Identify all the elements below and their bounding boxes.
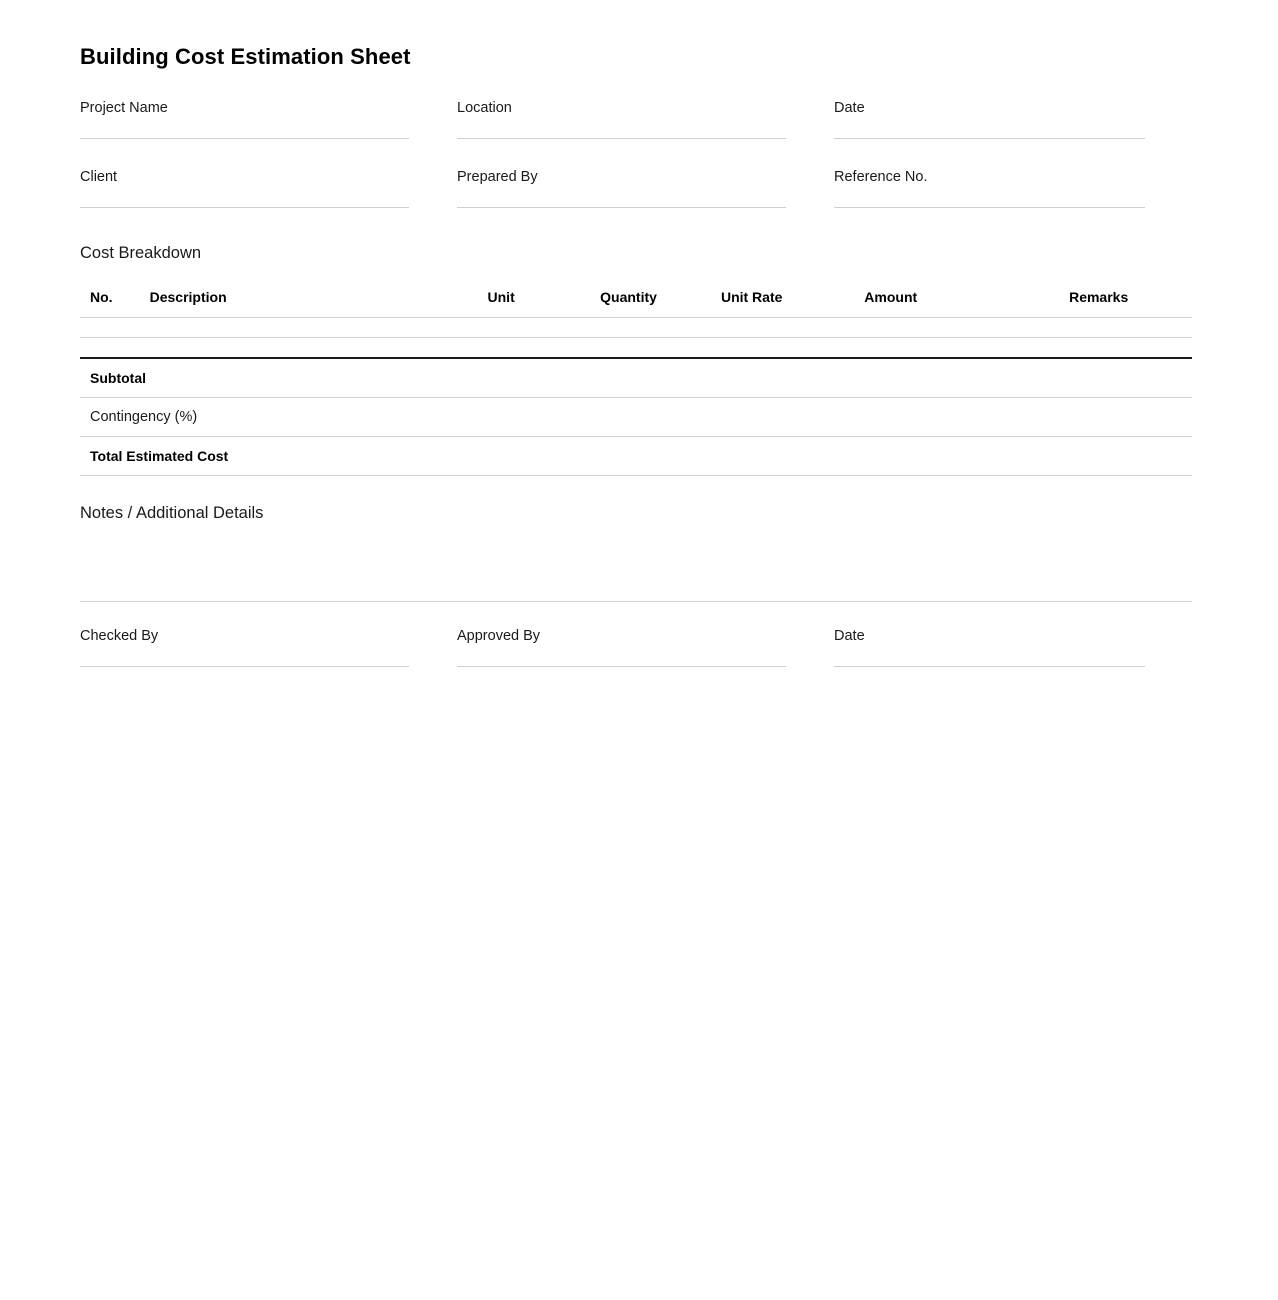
field-input-checked-by[interactable] bbox=[80, 666, 409, 667]
field-label-checked-by: Checked By bbox=[80, 628, 159, 644]
field-location bbox=[457, 98, 834, 167]
field-checked-by bbox=[80, 626, 457, 667]
page-title: Building Cost Estimation Sheet bbox=[80, 44, 411, 69]
signature-row bbox=[80, 626, 1192, 667]
notes-heading: Notes / Additional Details bbox=[80, 504, 264, 522]
field-signature-date bbox=[834, 626, 1193, 667]
cell-remarks[interactable] bbox=[1069, 318, 1192, 338]
field-project-name bbox=[80, 98, 457, 167]
totals-row-total-estimated-cost[interactable] bbox=[80, 437, 1192, 476]
cell-unit-rate[interactable] bbox=[721, 338, 864, 359]
cell-amount[interactable] bbox=[864, 338, 1069, 359]
column-header-quantity: Quantity bbox=[600, 289, 721, 318]
cell-no[interactable] bbox=[80, 318, 150, 338]
field-input-reference-no[interactable] bbox=[834, 207, 1145, 208]
totals-label-total-estimated-cost: Total Estimated Cost bbox=[80, 437, 420, 476]
totals-row-subtotal[interactable] bbox=[80, 359, 1192, 398]
table-row[interactable] bbox=[80, 318, 1192, 338]
cell-amount[interactable] bbox=[864, 318, 1069, 338]
field-label-signature-date: Date bbox=[834, 628, 865, 644]
field-input-signature-date[interactable] bbox=[834, 666, 1145, 667]
cost-breakdown-heading: Cost Breakdown bbox=[80, 244, 202, 262]
totals-value-contingency[interactable] bbox=[420, 398, 1192, 437]
column-header-unit-rate: Unit Rate bbox=[721, 289, 864, 318]
field-approved-by bbox=[457, 626, 834, 667]
totals-table bbox=[80, 359, 1192, 476]
field-input-date[interactable] bbox=[834, 138, 1145, 139]
cell-no[interactable] bbox=[80, 338, 150, 359]
project-info-row-2 bbox=[80, 167, 1192, 236]
cell-unit[interactable] bbox=[488, 318, 601, 338]
field-client bbox=[80, 167, 457, 236]
totals-label-subtotal: Subtotal bbox=[80, 359, 420, 398]
project-info-row-1 bbox=[80, 98, 1192, 167]
totals-value-subtotal[interactable] bbox=[420, 359, 1192, 398]
field-input-approved-by[interactable] bbox=[457, 666, 786, 667]
field-input-location[interactable] bbox=[457, 138, 786, 139]
cell-description[interactable] bbox=[150, 318, 488, 338]
totals-label-contingency: Contingency (%) bbox=[80, 398, 420, 437]
field-reference-no bbox=[834, 167, 1193, 236]
column-header-unit: Unit bbox=[488, 289, 601, 318]
field-input-client[interactable] bbox=[80, 207, 409, 208]
cell-quantity[interactable] bbox=[600, 338, 721, 359]
cell-remarks[interactable] bbox=[1069, 338, 1192, 359]
totals-value-total-estimated-cost[interactable] bbox=[420, 437, 1192, 476]
field-input-prepared-by[interactable] bbox=[457, 207, 786, 208]
field-label-reference-no: Reference No. bbox=[834, 169, 928, 185]
column-header-amount: Amount bbox=[864, 289, 1069, 318]
cell-description[interactable] bbox=[150, 338, 488, 359]
field-label-project-name: Project Name bbox=[80, 100, 168, 116]
table-row[interactable] bbox=[80, 338, 1192, 359]
field-label-approved-by: Approved By bbox=[457, 628, 541, 644]
column-header-no: No. bbox=[80, 289, 150, 318]
field-label-client: Client bbox=[80, 169, 118, 185]
field-input-project-name[interactable] bbox=[80, 138, 409, 139]
field-date bbox=[834, 98, 1193, 167]
table-header-row bbox=[80, 289, 1192, 318]
field-label-date: Date bbox=[834, 100, 865, 116]
field-label-prepared-by: Prepared By bbox=[457, 169, 538, 185]
cost-breakdown-table bbox=[80, 289, 1192, 359]
field-prepared-by bbox=[457, 167, 834, 236]
column-header-remarks: Remarks bbox=[1069, 289, 1192, 318]
cell-quantity[interactable] bbox=[600, 318, 721, 338]
notes-input[interactable] bbox=[80, 539, 1192, 602]
cell-unit-rate[interactable] bbox=[721, 318, 864, 338]
column-header-description: Description bbox=[150, 289, 488, 318]
cell-unit[interactable] bbox=[488, 338, 601, 359]
totals-row-contingency[interactable] bbox=[80, 398, 1192, 437]
field-label-location: Location bbox=[457, 100, 512, 116]
